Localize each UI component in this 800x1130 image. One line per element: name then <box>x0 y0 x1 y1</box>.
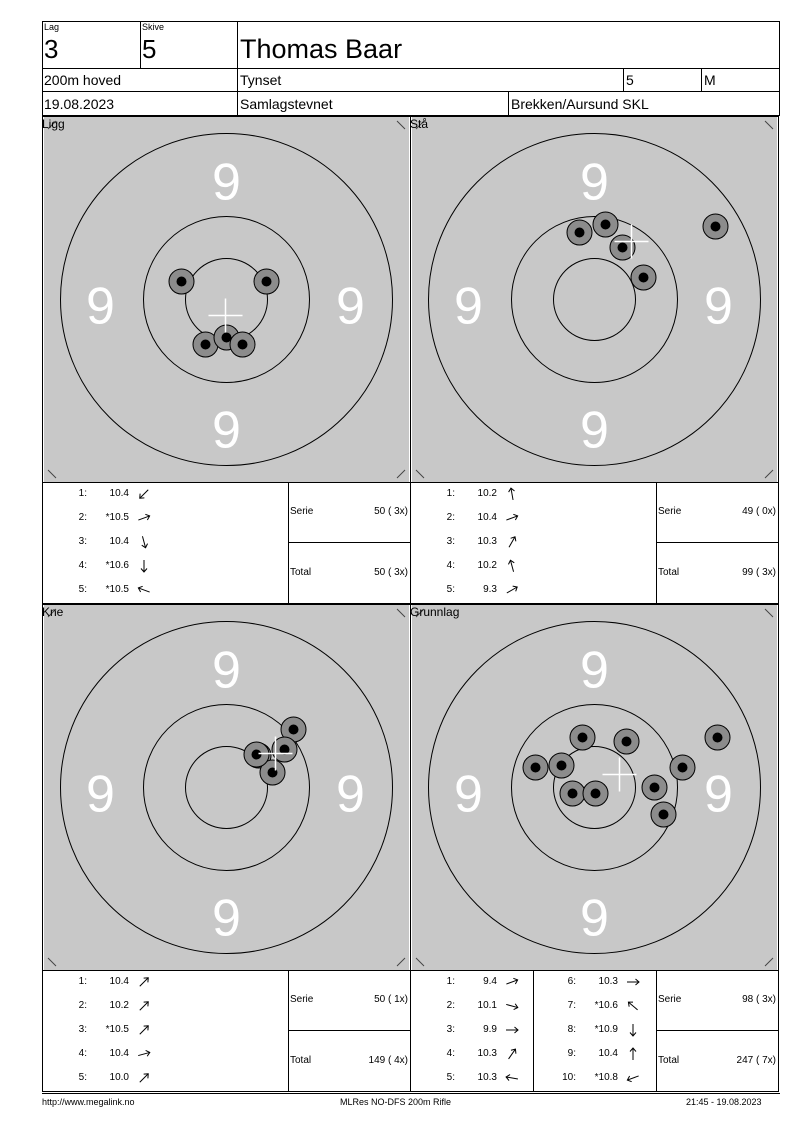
target-face <box>412 117 777 482</box>
shot-value: 10.4 <box>109 1048 129 1059</box>
skive-label: Skive <box>142 22 165 32</box>
shot-value: 10.1 <box>477 1000 497 1011</box>
shot-number: 3: <box>446 536 455 547</box>
ring-number: 9 <box>454 277 483 336</box>
event-name: Samlagstevnet <box>240 96 333 112</box>
panel-2-label: Kne <box>42 605 64 619</box>
shot-value: *10.5 <box>105 1024 129 1035</box>
shot-value: 10.3 <box>477 536 497 547</box>
shot-center <box>639 273 649 283</box>
panel-0-label: Ligg <box>42 117 65 131</box>
direction-arrow-icon <box>503 1022 521 1038</box>
direction-arrow-icon <box>135 1022 153 1038</box>
shot-center <box>578 733 588 743</box>
shot-center <box>238 340 248 350</box>
lag-label: Lag <box>44 22 60 32</box>
serie-value: 49 ( 0x) <box>742 506 776 517</box>
shot-row <box>67 560 182 576</box>
shot-row <box>67 976 182 992</box>
footer-software: MLRes NO-DFS 200m Rifle <box>340 1097 452 1107</box>
direction-arrow-icon <box>135 998 153 1014</box>
shot-row <box>556 976 671 992</box>
shot-row <box>67 1000 182 1016</box>
ring-number: 9 <box>212 641 241 700</box>
total-value: 149 ( 4x) <box>368 1055 408 1066</box>
shot-value: *10.8 <box>594 1072 618 1083</box>
target-face <box>412 605 777 970</box>
serie-label: Serie <box>658 506 682 517</box>
shot-center <box>650 783 660 793</box>
ring-number: 9 <box>580 641 609 700</box>
shot-center <box>201 340 211 350</box>
shot-center <box>289 725 299 735</box>
ring-number: 9 <box>212 401 241 460</box>
shot-center <box>618 243 628 253</box>
shot-row <box>556 1000 671 1016</box>
target-face <box>44 117 409 482</box>
shot-center <box>601 220 611 230</box>
shot-value: 10.4 <box>477 512 497 523</box>
shot-number: 7: <box>567 1000 576 1011</box>
direction-arrow-icon <box>135 1070 153 1086</box>
shot-value: *10.6 <box>105 560 129 571</box>
shot-value: 10.2 <box>109 1000 129 1011</box>
total-value: 50 ( 3x) <box>374 567 408 578</box>
shot-number: 2: <box>446 512 455 523</box>
direction-arrow-icon <box>503 486 521 502</box>
shot-row <box>67 512 182 528</box>
serie-label: Serie <box>658 994 682 1005</box>
shot-number: 2: <box>78 1000 87 1011</box>
direction-arrow-icon <box>503 1046 521 1062</box>
shot-number: 5: <box>78 1072 87 1083</box>
total-label: Total <box>658 1055 680 1066</box>
shot-number: 3: <box>78 536 87 547</box>
shot-number: 2: <box>78 512 87 523</box>
direction-arrow-icon <box>503 1070 521 1086</box>
ring-number: 9 <box>580 153 609 212</box>
ring-number: 9 <box>580 889 609 948</box>
shot-center <box>252 750 262 760</box>
direction-arrow-icon <box>135 558 153 574</box>
shot-center <box>557 761 567 771</box>
target-face <box>44 605 409 970</box>
shot-value: 10.4 <box>109 536 129 547</box>
direction-arrow-icon <box>135 1046 153 1062</box>
shot-value: 10.3 <box>598 976 618 987</box>
shot-center <box>659 810 669 820</box>
shot-value: 9.3 <box>483 584 497 595</box>
shot-row <box>556 1024 671 1040</box>
footer-website: http://www.megalink.no <box>42 1097 135 1107</box>
ring-number: 9 <box>336 277 365 336</box>
ring-number: 9 <box>86 765 115 824</box>
shot-row <box>67 1024 182 1040</box>
range-name: Brekken/Aursund SKL <box>511 96 649 112</box>
direction-arrow-icon <box>624 1022 642 1038</box>
direction-arrow-icon <box>503 974 521 990</box>
shot-number: 4: <box>78 1048 87 1059</box>
shot-row <box>435 536 550 552</box>
shot-value: 9.4 <box>483 976 497 987</box>
direction-arrow-icon <box>503 558 521 574</box>
direction-arrow-icon <box>135 486 153 502</box>
shot-value: 9.9 <box>483 1024 497 1035</box>
shot-number: 3: <box>78 1024 87 1035</box>
class-letter: M <box>704 72 716 88</box>
total-label: Total <box>290 1055 312 1066</box>
shot-value: 10.0 <box>109 1072 129 1083</box>
total-value: 99 ( 3x) <box>742 567 776 578</box>
shot-number: 1: <box>446 488 455 499</box>
shot-center <box>568 789 578 799</box>
shot-center <box>622 737 632 747</box>
shot-value: 10.4 <box>109 488 129 499</box>
direction-arrow-icon <box>624 1046 642 1062</box>
shot-number: 1: <box>78 976 87 987</box>
ring-number: 9 <box>454 765 483 824</box>
shot-value: *10.6 <box>594 1000 618 1011</box>
total-label: Total <box>658 567 680 578</box>
ring-number: 9 <box>212 153 241 212</box>
shot-number: 9: <box>567 1048 576 1059</box>
shot-number: 6: <box>567 976 576 987</box>
ring-number: 9 <box>336 765 365 824</box>
direction-arrow-icon <box>135 974 153 990</box>
ring-number: 9 <box>86 277 115 336</box>
shot-row <box>67 584 182 600</box>
footer-divider <box>42 1093 780 1094</box>
total-value: 247 ( 7x) <box>736 1055 776 1066</box>
shot-center <box>177 277 187 287</box>
ring-number: 9 <box>704 277 733 336</box>
shot-value: *10.5 <box>105 584 129 595</box>
shot-number: 4: <box>446 560 455 571</box>
panel-3-label: Grunnlag <box>410 605 460 619</box>
class-number: 5 <box>626 72 634 88</box>
shot-center <box>711 222 721 232</box>
shot-row <box>435 512 550 528</box>
shot-center <box>531 763 541 773</box>
ring-number: 9 <box>704 765 733 824</box>
direction-arrow-icon <box>503 582 521 598</box>
total-label: Total <box>290 567 312 578</box>
shot-row <box>67 1072 182 1088</box>
serie-value: 50 ( 3x) <box>374 506 408 517</box>
shot-row <box>556 1048 671 1064</box>
shot-row <box>67 536 182 552</box>
event-date: 19.08.2023 <box>44 96 115 112</box>
shot-number: 5: <box>78 584 87 595</box>
skive-value: 5 <box>142 34 157 64</box>
shot-center <box>591 789 601 799</box>
ring-number: 9 <box>580 401 609 460</box>
shot-value: *10.5 <box>105 512 129 523</box>
direction-arrow-icon <box>503 998 521 1014</box>
shot-row <box>67 488 182 504</box>
shot-number: 4: <box>78 560 87 571</box>
shot-number: 5: <box>446 1072 455 1083</box>
club-name: Tynset <box>240 72 282 88</box>
shot-number: 3: <box>446 1024 455 1035</box>
footer-timestamp: 21:45 - 19.08.2023 <box>686 1097 762 1107</box>
direction-arrow-icon <box>624 1070 642 1086</box>
serie-value: 98 ( 3x) <box>742 994 776 1005</box>
shot-row <box>435 560 550 576</box>
shot-value: 10.3 <box>477 1072 497 1083</box>
direction-arrow-icon <box>624 974 642 990</box>
direction-arrow-icon <box>135 534 153 550</box>
shot-row <box>435 584 550 600</box>
shot-row <box>67 1048 182 1064</box>
direction-arrow-icon <box>624 998 642 1014</box>
shot-number: 5: <box>446 584 455 595</box>
lag-value: 3 <box>44 34 59 64</box>
direction-arrow-icon <box>135 510 153 526</box>
serie-value: 50 ( 1x) <box>374 994 408 1005</box>
program-name: 200m hoved <box>44 72 122 88</box>
shot-number: 10: <box>562 1072 576 1083</box>
panel-1-label: Stå <box>410 117 429 131</box>
shot-center <box>713 733 723 743</box>
direction-arrow-icon <box>135 582 153 598</box>
shot-number: 1: <box>78 488 87 499</box>
serie-label: Serie <box>290 506 314 517</box>
shot-value: *10.9 <box>594 1024 618 1035</box>
shot-value: 10.4 <box>598 1048 618 1059</box>
shot-center <box>262 277 272 287</box>
shot-center <box>575 228 585 238</box>
shot-number: 4: <box>446 1048 455 1059</box>
shot-value: 10.2 <box>477 560 497 571</box>
shot-value: 10.4 <box>109 976 129 987</box>
shot-row <box>556 1072 671 1088</box>
serie-label: Serie <box>290 994 314 1005</box>
ring-number: 9 <box>212 889 241 948</box>
shot-center <box>678 763 688 773</box>
direction-arrow-icon <box>503 534 521 550</box>
shot-row <box>435 488 550 504</box>
shot-number: 2: <box>446 1000 455 1011</box>
shot-value: 10.3 <box>477 1048 497 1059</box>
shot-value: 10.2 <box>477 488 497 499</box>
shooter-name: Thomas Baar <box>240 34 403 64</box>
direction-arrow-icon <box>503 510 521 526</box>
shot-number: 8: <box>567 1024 576 1035</box>
shot-number: 1: <box>446 976 455 987</box>
